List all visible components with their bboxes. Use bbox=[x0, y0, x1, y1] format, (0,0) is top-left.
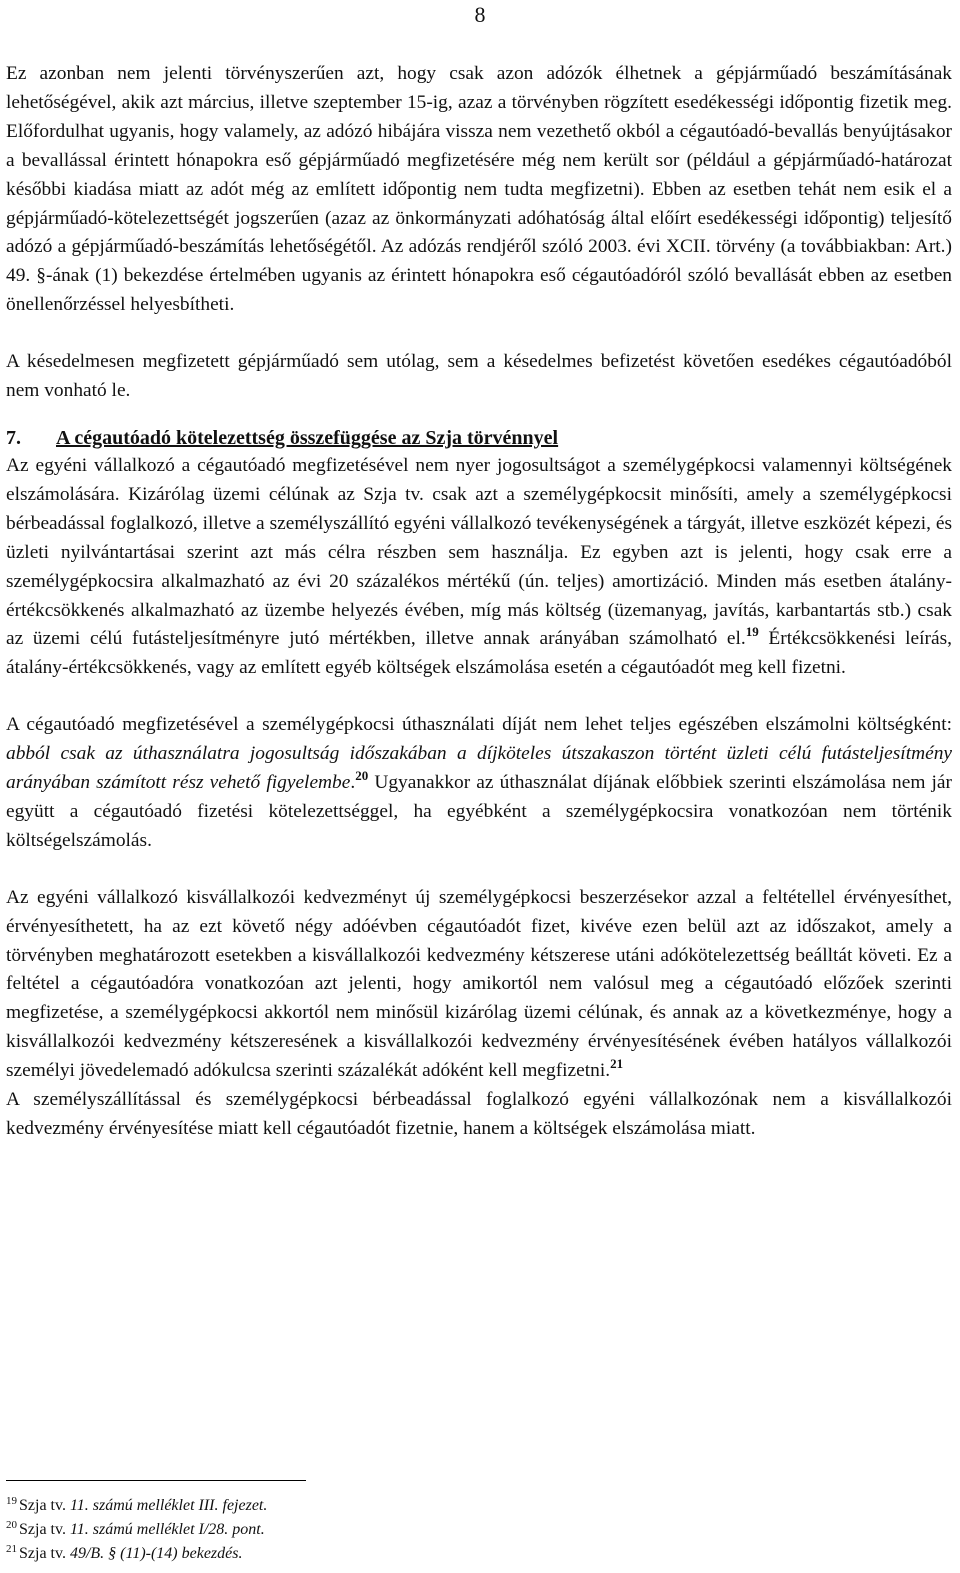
page-body bbox=[6, 60, 952, 1144]
paragraph-text: A cégautóadó megfizetésével a személygépkocsi úthasználati díját nem lehet teljes egészében elszámolni költségként: bbox=[6, 714, 952, 736]
footnotes bbox=[6, 1494, 946, 1566]
footnote-ref-21[interactable]: 21 bbox=[610, 1056, 624, 1072]
paragraph-text: Ez azonban nem jelenti törvényszerűen azt, hogy csak azon adózók élhetnek a gépjárműadó beszámításának lehetőségével, akik azt március, illetve szeptember 15-ig, azaz a törvényben rögzített esedékességi időpontig fizetik meg. bbox=[6, 63, 952, 113]
paragraph-text: Az egyéni vállalkozó a cégautóadó megfizetésével nem nyer jogosultságot a személygépkocsi valamennyi költségének elszámolására. Kizárólag üzemi célúnak az Szja tv. csak azt a személygépkocsit minősíti, amely a személygépkocsi bérbeadással foglalkozó, illetve a személyszállító egyéni vállalkozó tevékenységének a tárgyát, illetve eszközét képezi, és üzleti nyilvántartásai szerint azt más célra részben sem használja. Ez egyben azt is jelenti, hogy csak erre a személygépkocsira alkalmazható az évi 20 százalékos mértékű (ún. teljes) amortizáció. Minden más esetben átalány-értékcsökkenés alkalmazható az üzembe helyezés évében, míg más költség (üzemanyag, javítás, karbantartás stb.) csak az üzemi célú futásteljesítményre jutó mértékben, illetve annak arányában számolható el. bbox=[6, 454, 952, 650]
footnote-21: $^{21}$ Szja tv. 49/B. § (11)-(14) bekezdés. bbox=[6, 1543, 243, 1562]
footnote-19: $^{19}$ Szja tv. 11. számú melléklet III. fejezet. bbox=[6, 1495, 268, 1514]
footnote-ref-19[interactable]: 19 bbox=[745, 624, 759, 640]
paragraph-text: Az egyéni vállalkozó kisvállalkozói kedvezményt új személygépkocsi beszerzésekor azzal a feltétellel érvényesíthet, érvényesíthetett, ha az ezt követő négy adóévben cégautóadót fizet, kivéve ezen belül azt az időszakot, amely a törvényben meghatározott esetekben a kisvállalkozói kedvezmény kétszerese utáni adókötelezettség beálltát követi. Ez a feltétel a cégautóadóra vonatkozóan azt jelenti, hogy amikortól nem valósul meg a cégautóadó előzőek szerinti megfizetése, a személygépkocsi akkortól nem minősül kizárólag üzemi célúnak, és annak az a következménye, hogy a kisvállalkozói kedvezmény kétszeresének a kisvállalkozói kedvezmény érvényesítésének évében hatályos vállalkozói személyi jövedelemadó adókulcsa szerinti százalékát adóként kell megfizetni. bbox=[6, 886, 952, 1082]
paragraph-szemelyszallitas: A személyszállítással és személygépkocsi bérbeadással foglalkozó egyéni vállalkozónak nem a kisvállalkozói kedvezmény érvényesítése miatt kell cégautóadót fizetnie, hanem a költségek elszámolása miatt. bbox=[6, 1089, 952, 1139]
paragraph-text: Értékcsökkenési leírás, átalány-értékcsökkenés, vagy az említett egyéb költségek elszámolása esetén a cégautóadót meg kell fizetni. bbox=[6, 628, 953, 679]
section-heading bbox=[6, 424, 952, 452]
footnote-20: $^{20}$ Szja tv. 11. számú melléklet I/28. pont. bbox=[6, 1519, 265, 1538]
section-number: 7. bbox=[6, 426, 21, 449]
paragraph-kisvallalkozoi-kedvezmeny bbox=[6, 884, 952, 1086]
page-number: 8 bbox=[474, 2, 486, 27]
section-title: A cégautóadó kötelezettség összefüggése az Szja törvénnyel bbox=[56, 426, 559, 449]
footnote-separator bbox=[6, 1480, 306, 1481]
paragraph-gepjarmuado-beszamitas bbox=[6, 60, 952, 320]
footnote-ref-20[interactable]: 20 bbox=[355, 768, 369, 784]
paragraph-szja-osszefugges bbox=[6, 452, 952, 683]
paragraph-kesedelmes-befizetes: A késedelmesen megfizetett gépjárműadó sem utólag, sem a késedelmes befizetést követően esedékes cégautóadóból nem vonható le. bbox=[6, 351, 952, 402]
paragraph-uthasznalati-dij: A cégautóadó megfizetésével a személygépkocsi úthasználati díját nem lehet teljes egészében elszámolni költségként: abból csak az úthasználatra jogosultság időszakában a díjköteles útszakaszon történt üzleti célú futásteljesítmény arányában számított rész vehető figyelembe.$^{20}$ Ugyanakkor az úthasználat díjának előbbiek szerinti elszámolása nem jár együtt a cégautóadó fizetési kötelezettséggel, ha egyébként a személygépkocsira vonatkozóan nem történik költségelszámolás. bbox=[6, 714, 952, 851]
paragraph-italic-text: abból csak az úthasználatra jogosultság időszakában a díjköteles útszakaszon történt üzleti célú futásteljesítmény arányában számított rész vehető figyelembe bbox=[6, 743, 952, 794]
paragraph-text: Előfordulhat ugyanis, hogy valamely, az adózó hibájára vissza nem vezethető okból a cégautóadó-bevallás benyújtásakor a bevallással érintett hónapokra eső gépjárműadó megfizetésére még nem került sor (például a gépjárműadó-határozat későbbi kiadása miatt az adót még az említett időpontig nem tudta megfizetni). Ebben az esetben tehát nem esik el a gépjárműadó-kötelezettségét jogszerűen (azaz az önkormányzati adóhatóság által előírt esedékességi időpontig) teljesítő adózó a gépjárműadó-beszámítás lehetőségétől. Az adózás rendjéről szóló 2003. évi XCII. törvény (a továbbiakban: Art.) 49. §-ának (1) bekezdése értelmében ugyanis az érintett hónapokra eső cégautóadóról szóló bevallását ebben az esetben önellenőrzéssel helyesbítheti. bbox=[6, 120, 952, 316]
paragraph-text: Ugyanakkor az úthasználat díjának előbbiek szerinti elszámolása nem jár együtt a cégautóadó fizetési kötelezettséggel, ha egyébként a személygépkocsira vonatkozóan nem történik költségelszámolás. bbox=[6, 772, 952, 851]
